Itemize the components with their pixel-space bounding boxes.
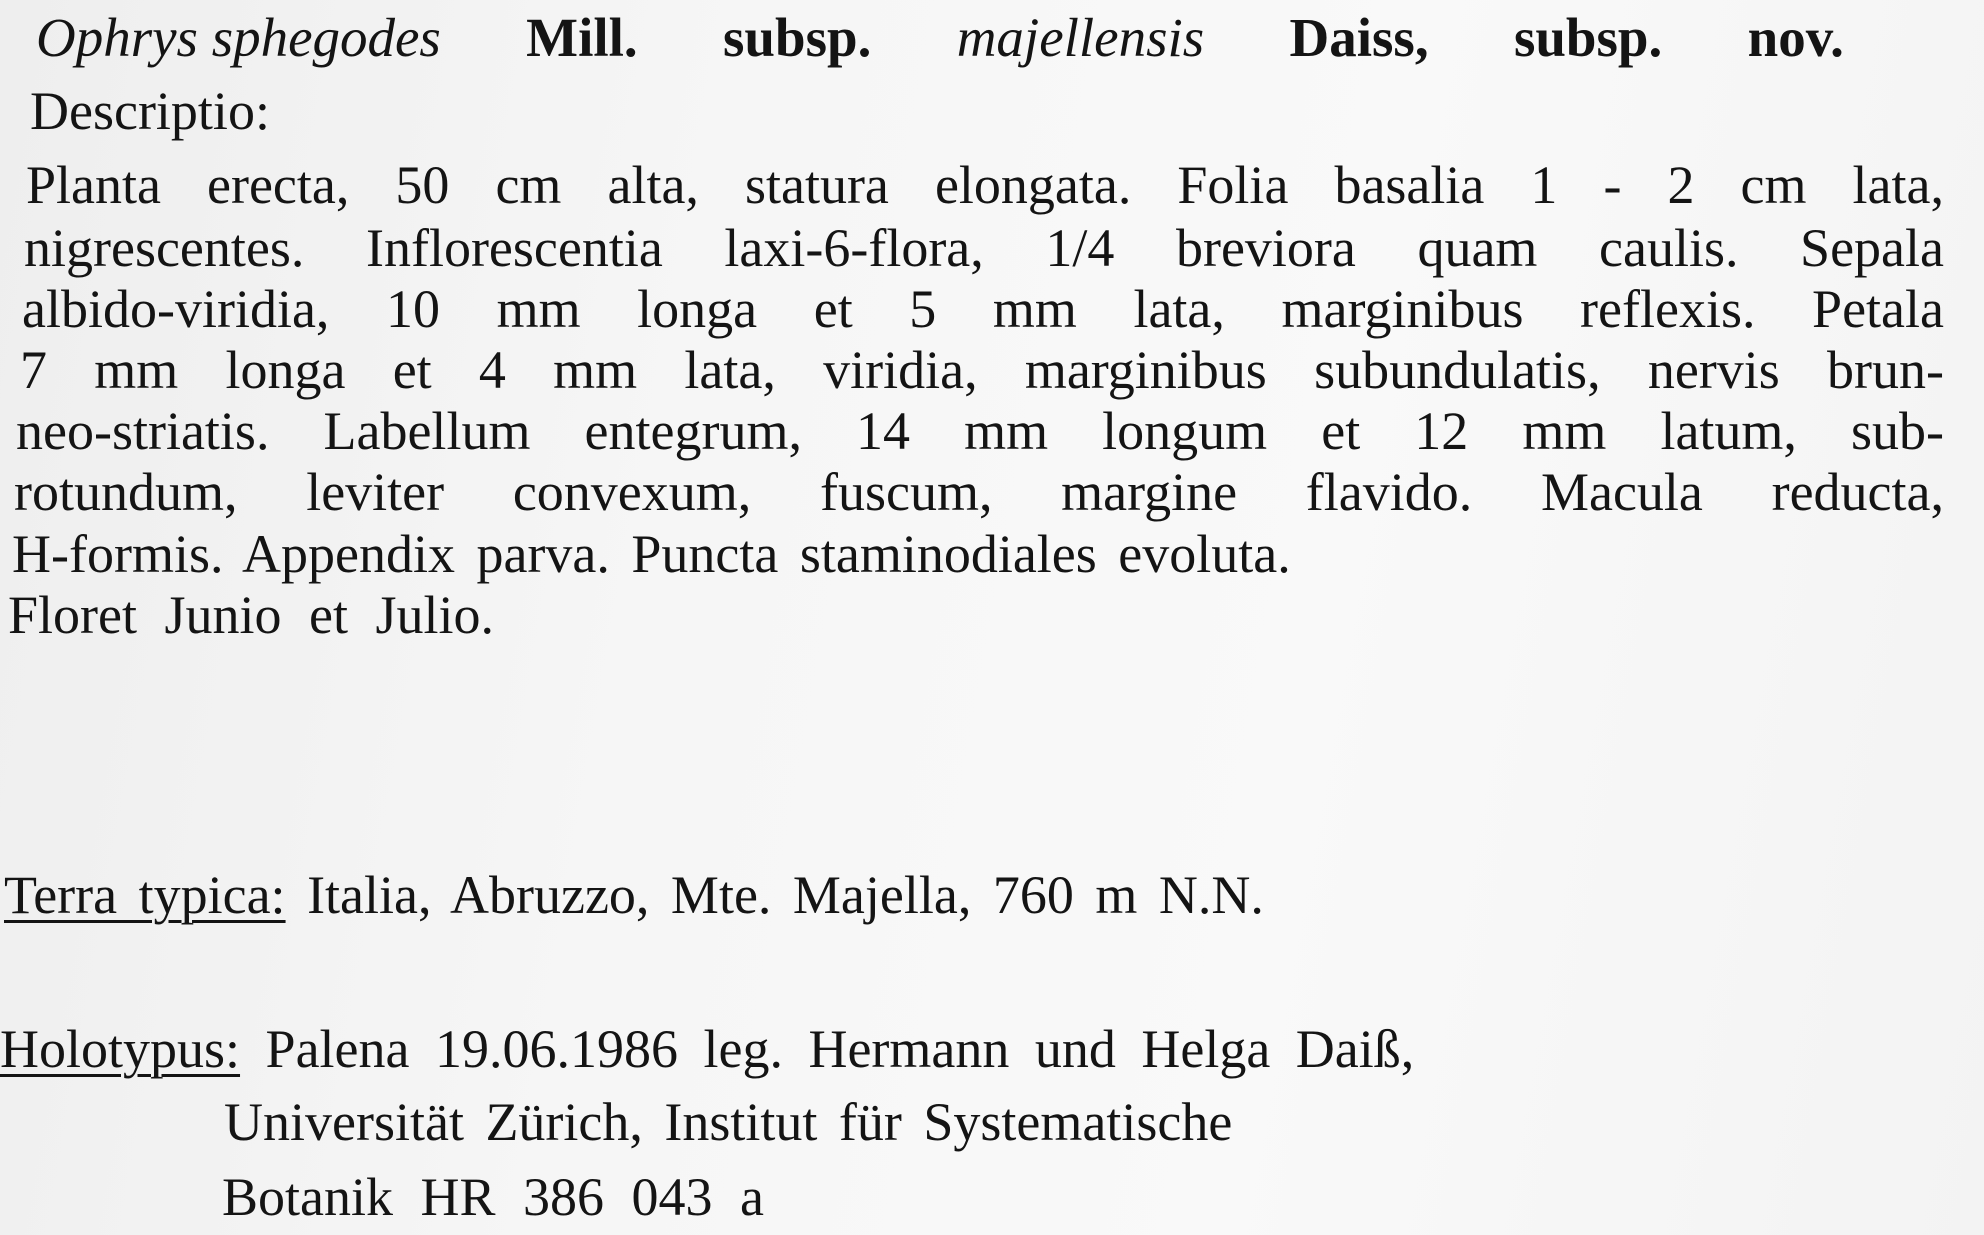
terra-typica-value: Italia, Abruzzo, Mte. Majella, 760 m N.N. — [307, 865, 1264, 925]
holotypus-specimen-id: Botanik HR 386 043 a — [222, 1167, 764, 1227]
description-line: Planta erecta, 50 cm alta, statura elongata. Folia basalia 1 - 2 cm lata, — [26, 155, 1944, 215]
description-line: 7 mm longa et 4 mm lata, viridia, marginibus subundulatis, nervis brun- — [20, 340, 1944, 400]
holotypus-value: Palena 19.06.1986 leg. Hermann und Helga Daiß, — [265, 1019, 1415, 1079]
flowering-period: Floret Junio et Julio. — [8, 585, 494, 645]
taxon-title — [36, 7, 1844, 68]
terra-typica-row — [4, 865, 1264, 925]
rank-subsp: subsp. — [723, 7, 872, 68]
description-line: albido-viridia, 10 mm longa et 5 mm lata, marginibus reflexis. Petala — [22, 279, 1944, 339]
holotypus-institution: Universität Zürich, Institut für Systematische — [224, 1092, 1233, 1152]
description-line: H-formis. Appendix parva. Puncta staminodiales evoluta. — [12, 524, 1291, 584]
holotypus-row — [0, 1019, 1415, 1079]
author-daiss: Daiss, — [1289, 7, 1429, 68]
description-line: neo-striatis. Labellum entegrum, 14 mm longum et 12 mm latum, sub- — [16, 401, 1944, 461]
description-line: nigrescentes. Inflorescentia laxi-6-flora, 1/4 breviora quam caulis. Sepala — [24, 218, 1944, 278]
author-miller: Mill. — [526, 7, 638, 68]
genus-species: Ophrys sphegodes — [36, 7, 441, 68]
description-heading: Descriptio: — [30, 81, 270, 141]
holotypus-label: Holotypus: — [0, 1019, 241, 1079]
terra-typica-label: Terra typica: — [4, 865, 286, 925]
subspecies-epithet: majellensis — [956, 7, 1205, 68]
status-nov: nov. — [1747, 7, 1844, 68]
description-line: rotundum, leviter convexum, fuscum, margine flavido. Macula reducta, — [14, 462, 1944, 522]
rank-subsp-second: subsp. — [1513, 7, 1663, 68]
